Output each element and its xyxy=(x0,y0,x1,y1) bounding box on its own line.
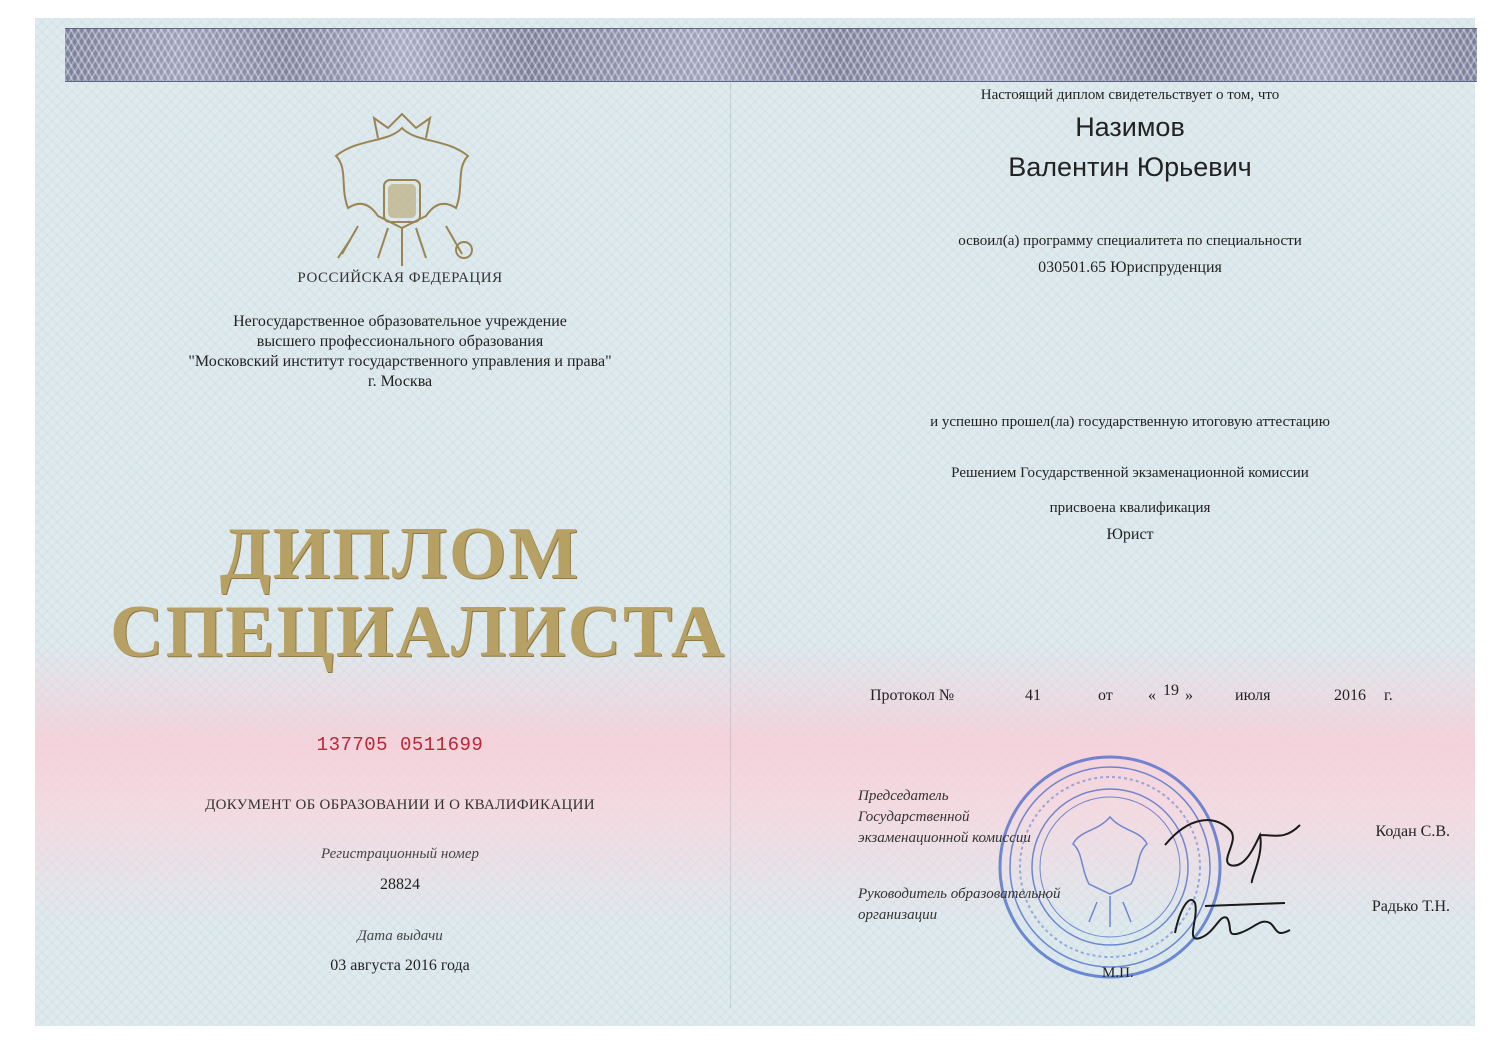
security-band xyxy=(65,28,1477,82)
chair-title-line: экзаменационной комиссии xyxy=(858,830,1031,846)
seal-mark: М.П. xyxy=(1102,965,1134,981)
institution-name: "Московский институт государственного управления и права" xyxy=(188,353,612,370)
head-title-line: Руководитель образовательной xyxy=(858,886,1061,902)
qualification: Юрист xyxy=(1106,526,1154,543)
specialty: 030501.65 Юриспруденция xyxy=(1038,259,1222,276)
graduate-surname: Назимов xyxy=(1075,112,1185,142)
institution-city: г. Москва xyxy=(367,373,433,390)
diploma-subtitle: СПЕЦИАЛИСТА xyxy=(110,591,727,673)
chair-name: Кодан С.В. xyxy=(1375,823,1450,840)
protocol-number: 41 xyxy=(1025,687,1041,704)
graduate-given-names: Валентин Юрьевич xyxy=(1008,152,1252,182)
attestation-text: и успешно прошел(ла) государственную итоговую аттестацию xyxy=(930,414,1330,430)
issue-date-label: Дата выдачи xyxy=(357,928,443,944)
chair-signatory-title xyxy=(858,786,1118,849)
certify-text: Настоящий диплом свидетельствует о том, что xyxy=(980,87,1280,103)
page-fold xyxy=(730,62,731,1008)
institution-block xyxy=(130,312,670,392)
registration-number: 28824 xyxy=(380,876,420,893)
protocol-label: Протокол № xyxy=(870,687,955,704)
protocol-quote-open: « xyxy=(1148,687,1156,704)
issue-date: 03 августа 2016 года xyxy=(330,957,470,974)
head-name: Радько Т.Н. xyxy=(1371,898,1450,915)
chair-title-line: Председатель xyxy=(858,788,949,804)
head-signature xyxy=(1165,888,1295,948)
head-signatory-title xyxy=(858,884,1118,926)
institution-line: высшего профессионального образования xyxy=(256,333,544,350)
document-type: ДОКУМЕНТ ОБ ОБРАЗОВАНИИ И О КВАЛИФИКАЦИИ xyxy=(205,797,595,813)
country-name: РОССИЙСКАЯ ФЕДЕРАЦИЯ xyxy=(297,270,503,286)
protocol-year: 2016 xyxy=(1334,687,1366,704)
chair-signature xyxy=(1160,805,1310,885)
qualification-label: присвоена квалификация xyxy=(1049,500,1211,516)
double-headed-eagle-emblem-icon xyxy=(318,108,486,278)
protocol-month: июля xyxy=(1235,687,1271,704)
chair-title-line: Государственной xyxy=(858,809,970,825)
serial-number: 137705 0511699 xyxy=(316,734,484,756)
registration-label: Регистрационный номер xyxy=(320,846,479,862)
program-text: освоил(а) программу специалитета по специальности xyxy=(958,233,1302,249)
protocol-quote-close: » xyxy=(1185,687,1193,704)
institution-line: Негосударственное образовательное учреждение xyxy=(233,313,567,330)
head-title-line: организации xyxy=(858,907,938,923)
protocol-year-suffix: г. xyxy=(1384,687,1393,704)
diploma-title: ДИПЛОМ xyxy=(219,513,581,595)
decision-text: Решением Государственной экзаменационной комиссии xyxy=(951,465,1309,481)
protocol-from: от xyxy=(1098,687,1113,704)
protocol-day: 19 xyxy=(1163,682,1179,699)
